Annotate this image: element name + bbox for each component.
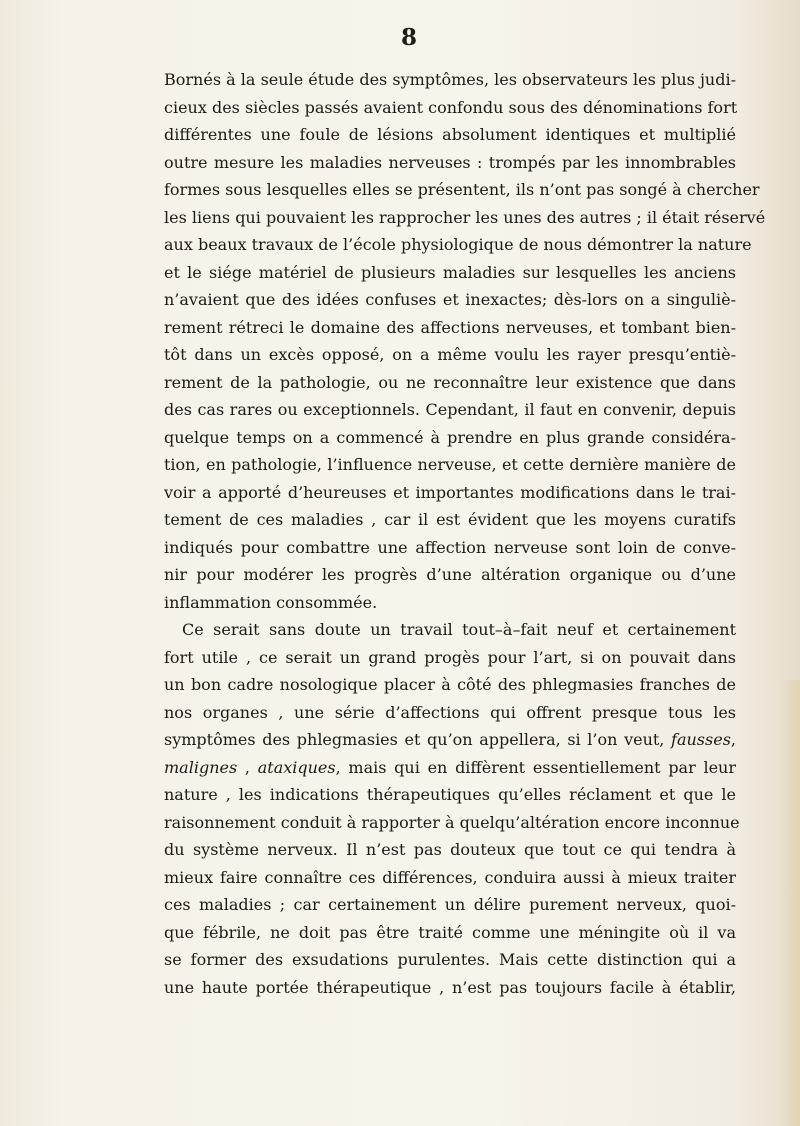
text-line: cieux des siècles passés avaient confondu sous des dénominations fort: [164, 97, 738, 117]
text-line: raisonnement conduit à rapporter à quelqu’altération encore inconnue: [164, 812, 740, 832]
text-line: une haute portée thérapeutique , n’est pas toujours facile à établir,: [164, 977, 736, 997]
text-line: tion, en pathologie, l’influence nerveuse, et cette dernière manière de: [164, 455, 736, 474]
text-line: les liens qui pouvaient les rapprocher les unes des autres ; il était réservé: [164, 207, 766, 227]
text-line: différentes une foule de lésions absolument identiques et multiplié: [164, 125, 736, 144]
text-line: fort utile , ce serait un grand progès pour l’art, si on pouvait dans: [164, 647, 736, 667]
text-run: ,: [244, 757, 250, 777]
text-line: rement rétreci le domaine des affections nerveuses, et tombant bien-: [164, 317, 736, 337]
text-line: tôt dans un excès opposé, on a même voulu les rayer presqu’entiè-: [164, 345, 736, 364]
text-line: des cas rares ou exceptionnels. Cependant, il faut en convenir, depuis: [164, 400, 736, 419]
text-line: outre mesure les maladies nerveuses : trompés par les innombrables: [164, 152, 736, 172]
text-line: inflammation consommée.: [164, 592, 378, 612]
text-line: rement de la pathologie, ou ne reconnaître leur existence que dans: [164, 372, 736, 392]
text-line: Bornés à la seule étude des symptômes, les observateurs les plus judi-: [164, 70, 736, 89]
italic-term-fausses: fausses: [671, 730, 731, 749]
text-line: n’avaient que des idées confuses et inexactes; dès-lors on a singuliè-: [164, 290, 736, 309]
body-text: [164, 66, 766, 1001]
text-line: quelque temps on a commencé à prendre en plus grande considéra-: [164, 427, 736, 447]
italic-term-ataxiques: ataxiques: [257, 757, 336, 777]
text-line: se former des exsudations purulentes. Mais cette distinction qui a: [164, 950, 736, 969]
text-line: mieux faire connaître ces différences, conduira aussi à mieux traiter: [164, 867, 736, 887]
text-line: un bon cadre nosologique placer à côté des phlegmasies franches de: [164, 675, 736, 694]
text-line: ces maladies ; car certainement un délire purement nerveux, quoi-: [164, 895, 736, 914]
text-line: [164, 726, 736, 754]
text-run: symptômes des phlegmasies et qu’on appellera, si l’on veut,: [164, 730, 665, 749]
text-line: nir pour modérer les progrès d’une altération organique ou d’une: [164, 565, 736, 584]
paragraph-2: [164, 616, 740, 1001]
text-line: nature , les indications thérapeutiques qu’elles réclament et que le: [164, 785, 736, 804]
text-line: aux beaux travaux de l’école physiologique de nous démontrer la nature: [164, 235, 752, 254]
text-line: formes sous lesquelles elles se présentent, ils n’ont pas songé à chercher: [164, 180, 760, 199]
page-number: 8: [400, 24, 417, 51]
text-line: nos organes , une série d’affections qui offrent presque tous les: [164, 702, 736, 722]
text-line: et le siége matériel de plusieurs maladies sur lesquelles les anciens: [164, 262, 736, 282]
page-edge-stain: [778, 680, 800, 1126]
italic-term-malignes: malignes: [164, 757, 238, 777]
text-line: indiqués pour combattre une affection nerveuse sont loin de conve-: [164, 537, 736, 557]
text-line: que fébrile, ne doit pas être traité comme une méningite où il va: [164, 922, 736, 942]
text-run: ,: [730, 730, 736, 749]
text-line: Ce serait sans doute un travail tout–à–fait neuf et certainement: [182, 620, 736, 639]
paragraph-1: [164, 66, 766, 616]
text-line: voir a apporté d’heureuses et importantes modifications dans le trai-: [164, 482, 736, 502]
text-line: tement de ces maladies , car il est évident que les moyens curatifs: [164, 510, 736, 529]
text-run: , mais qui en diffèrent essentiellement par leur: [335, 757, 737, 777]
text-line: [164, 754, 736, 782]
text-line: du système nerveux. Il n’est pas douteux que tout ce qui tendra à: [164, 840, 736, 859]
